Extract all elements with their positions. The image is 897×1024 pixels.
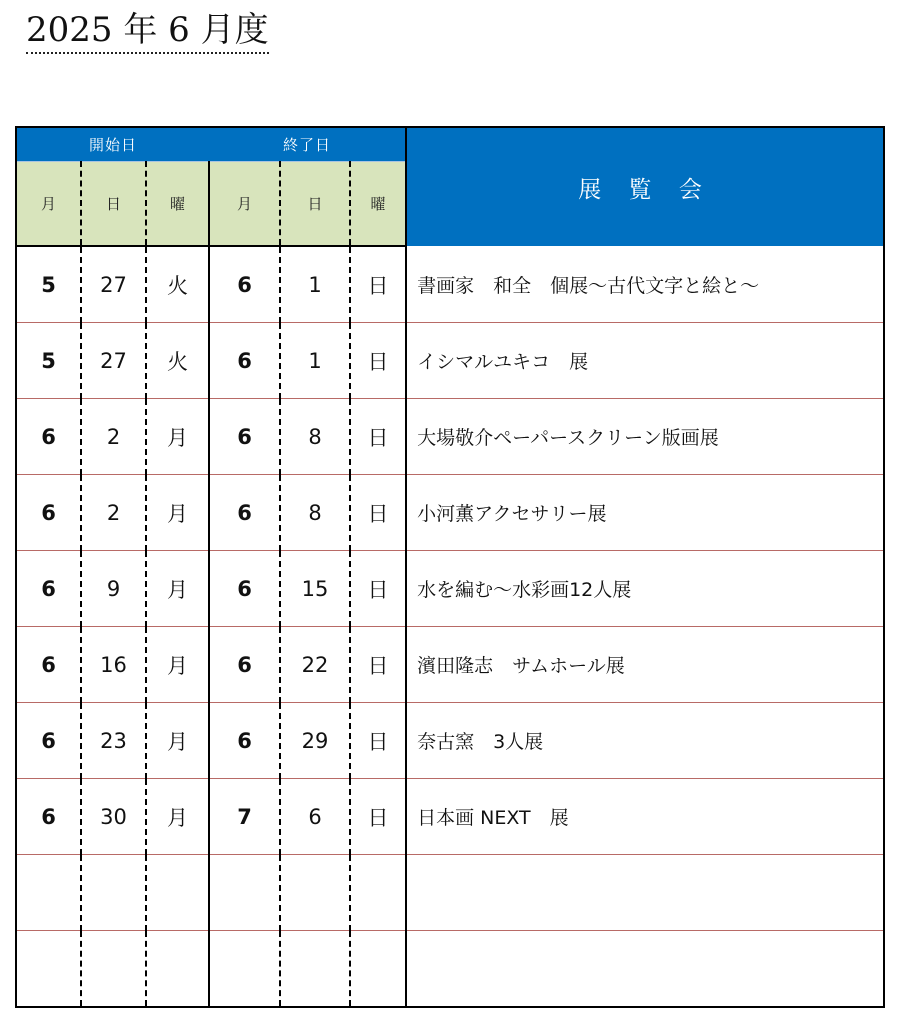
table-row [16,551,884,627]
start-day-cell: 16 [81,627,146,703]
exhibition-name-cell: 小河薫アクセサリー展 [406,475,884,551]
end-month-cell: 6 [209,703,280,779]
start-month-cell: 6 [16,475,81,551]
table-row [16,931,884,1008]
end-day-cell: 1 [280,323,350,399]
end-weekday-cell: 日 [350,703,406,779]
end-day-cell: 22 [280,627,350,703]
start-day-cell [81,931,146,1008]
start-month-cell: 6 [16,779,81,855]
table-row [16,627,884,703]
end-day-cell [280,931,350,1008]
start-day-cell: 2 [81,399,146,475]
start-weekday-header: 曜 [146,162,209,247]
start-weekday-cell [146,931,209,1008]
end-month-cell: 6 [209,551,280,627]
start-month-cell: 6 [16,627,81,703]
start-weekday-cell: 月 [146,551,209,627]
end-day-cell: 1 [280,246,350,323]
exhibition-name-cell [406,931,884,1008]
exhibition-name-cell: 濱田隆志 サムホール展 [406,627,884,703]
end-weekday-cell: 日 [350,323,406,399]
start-weekday-cell: 月 [146,399,209,475]
end-month-cell [209,931,280,1008]
exhibition-name-cell [406,855,884,931]
end-weekday-cell: 日 [350,627,406,703]
exhibition-schedule-table [15,126,885,1008]
start-day-cell: 27 [81,323,146,399]
start-month-cell: 6 [16,551,81,627]
exhibition-name-cell: 大場敬介ペーパースクリーン版画展 [406,399,884,475]
start-day-cell [81,855,146,931]
end-month-cell: 6 [209,475,280,551]
table-row [16,246,884,323]
start-weekday-cell: 月 [146,703,209,779]
end-day-cell: 8 [280,475,350,551]
end-weekday-header: 曜 [350,162,406,247]
exhibition-name-cell: 日本画 NEXT 展 [406,779,884,855]
end-weekday-cell: 日 [350,399,406,475]
start-month-cell: 5 [16,323,81,399]
start-weekday-cell: 火 [146,323,209,399]
start-weekday-cell [146,855,209,931]
start-day-cell: 30 [81,779,146,855]
table-row [16,323,884,399]
table-row [16,703,884,779]
start-day-header: 日 [81,162,146,247]
end-day-cell: 6 [280,779,350,855]
start-month-header: 月 [16,162,81,247]
start-day-cell: 23 [81,703,146,779]
start-weekday-cell: 月 [146,475,209,551]
end-month-cell: 6 [209,246,280,323]
start-month-cell: 6 [16,399,81,475]
end-day-header: 日 [280,162,350,247]
exhibition-name-cell: 水を編む～水彩画12人展 [406,551,884,627]
end-month-cell: 6 [209,399,280,475]
page-title: 2025 年 6 月度 [26,8,269,54]
start-weekday-cell: 火 [146,246,209,323]
start-month-cell: 6 [16,703,81,779]
end-weekday-cell [350,855,406,931]
exhibition-name-cell: 奈古窯 3人展 [406,703,884,779]
exhibition-header: 展 覧 会 [406,127,884,246]
end-day-cell [280,855,350,931]
start-day-cell: 9 [81,551,146,627]
end-date-group-header: 終了日 [209,127,406,162]
exhibition-name-cell: イシマルユキコ 展 [406,323,884,399]
end-day-cell: 8 [280,399,350,475]
table-row [16,855,884,931]
start-month-cell: 5 [16,246,81,323]
start-weekday-cell: 月 [146,627,209,703]
end-month-header: 月 [209,162,280,247]
start-day-cell: 27 [81,246,146,323]
start-month-cell [16,931,81,1008]
start-day-cell: 2 [81,475,146,551]
end-day-cell: 29 [280,703,350,779]
table-row [16,779,884,855]
start-month-cell [16,855,81,931]
table-row [16,399,884,475]
end-weekday-cell: 日 [350,475,406,551]
end-month-cell: 7 [209,779,280,855]
exhibition-name-cell: 書画家 和全 個展～古代文字と絵と～ [406,246,884,323]
end-month-cell: 6 [209,627,280,703]
end-weekday-cell: 日 [350,551,406,627]
end-weekday-cell: 日 [350,779,406,855]
start-date-group-header: 開始日 [16,127,209,162]
table-row [16,475,884,551]
start-weekday-cell: 月 [146,779,209,855]
end-day-cell: 15 [280,551,350,627]
end-weekday-cell [350,931,406,1008]
end-month-cell [209,855,280,931]
end-weekday-cell: 日 [350,246,406,323]
end-month-cell: 6 [209,323,280,399]
